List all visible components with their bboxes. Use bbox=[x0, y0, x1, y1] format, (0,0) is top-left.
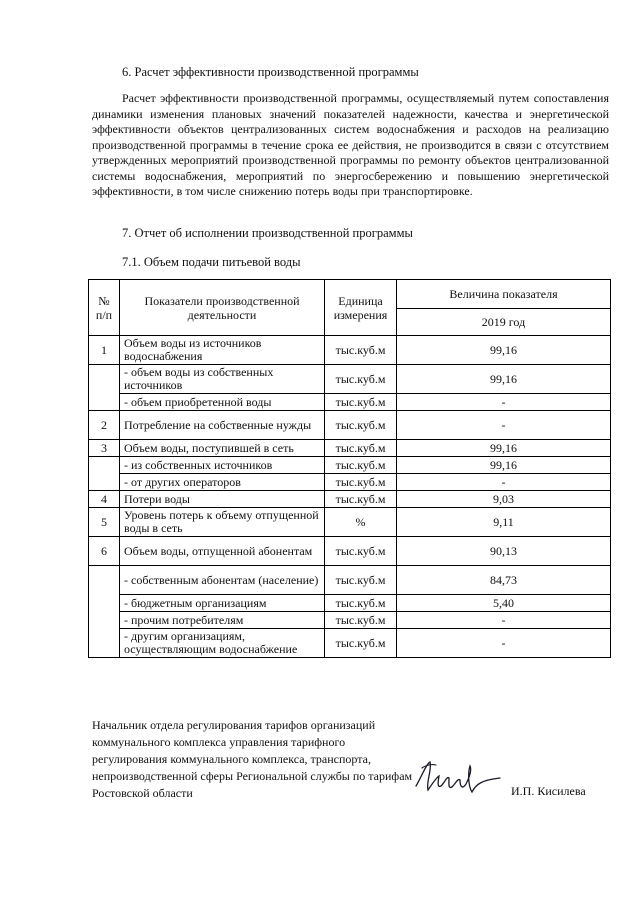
row-unit: тыс.куб.м bbox=[325, 612, 397, 629]
signatory-name: И.П. Кисилева bbox=[511, 784, 586, 798]
table-body bbox=[89, 280, 611, 658]
row-num bbox=[89, 566, 120, 658]
row-unit: % bbox=[325, 508, 397, 537]
row-indicator: - другим организациям, осуществляющим водоснабжение bbox=[120, 629, 325, 658]
row-indicator: - собственным абонентам (население) bbox=[120, 566, 325, 595]
row-unit: тыс.куб.м bbox=[325, 595, 397, 612]
row-unit: тыс.куб.м bbox=[325, 629, 397, 658]
row-unit: тыс.куб.м bbox=[325, 336, 397, 365]
row-indicator: Потребление на собственные нужды bbox=[120, 411, 325, 440]
row-indicator: - прочим потребителям bbox=[120, 612, 325, 629]
table-row bbox=[89, 629, 611, 658]
row-indicator: - объем приобретенной воды bbox=[120, 394, 325, 411]
row-num: 3 bbox=[89, 440, 120, 457]
header-value: Величина показателя bbox=[397, 280, 611, 309]
section-7-1-subtitle: 7.1. Объем подачи питьевой воды bbox=[122, 255, 301, 269]
header-year: 2019 год bbox=[397, 309, 611, 336]
row-unit: тыс.куб.м bbox=[325, 394, 397, 411]
table-row bbox=[89, 612, 611, 629]
row-unit: тыс.куб.м bbox=[325, 491, 397, 508]
row-indicator: Потери воды bbox=[120, 491, 325, 508]
row-indicator: - бюджетным организациям bbox=[120, 595, 325, 612]
row-unit: тыс.куб.м bbox=[325, 411, 397, 440]
row-value: - bbox=[397, 629, 611, 658]
header-indicator: Показатели производственной деятельности bbox=[120, 280, 325, 336]
row-indicator: - из собственных источников bbox=[120, 457, 325, 474]
signatory-position: Начальник отдела регулирования тарифов организаций коммунального комплекса управления тарифного регулирования коммунального комплекса, транспорта, непроизводственной сферы Региональной службы по тарифам Ростовской области bbox=[92, 718, 413, 800]
row-value: 99,16 bbox=[397, 457, 611, 474]
row-value: - bbox=[397, 394, 611, 411]
table-row bbox=[89, 595, 611, 612]
table-row bbox=[89, 491, 611, 508]
table-row bbox=[89, 457, 611, 474]
row-unit: тыс.куб.м bbox=[325, 537, 397, 566]
row-value: 99,16 bbox=[397, 336, 611, 365]
row-value: 99,16 bbox=[397, 365, 611, 394]
row-value: 5,40 bbox=[397, 595, 611, 612]
row-num: 5 bbox=[89, 508, 120, 537]
row-value: - bbox=[397, 411, 611, 440]
row-num: 1 bbox=[89, 336, 120, 365]
row-indicator: Уровень потерь к объему отпущенной воды в сеть bbox=[120, 508, 325, 537]
table-row bbox=[89, 440, 611, 457]
section-6-paragraph: Расчет эффективности производственной программы, осуществляемый путем сопоставления динамики изменения плановых значений показателей надежности, качества и энергетической эффективности объектов централизованных систем водоснабжения и расходов на реализацию производственной программы в течение срока ее действия, не производится в связи с отсутствием утвержденных мероприятий производственной программы по ремонту объектов централизованной системы водоснабжения, мероприятий по энергосбережению и повышению энергетической эффективности, в том числе снижению потерь воды при транспортировке. bbox=[92, 91, 609, 198]
handwritten-signature bbox=[412, 756, 504, 798]
row-num: 6 bbox=[89, 537, 120, 566]
header-row bbox=[89, 280, 611, 309]
row-value: - bbox=[397, 612, 611, 629]
row-value: 9,03 bbox=[397, 491, 611, 508]
row-indicator: - объем воды из собственных источников bbox=[120, 365, 325, 394]
row-unit: тыс.куб.м bbox=[325, 440, 397, 457]
row-num: 2 bbox=[89, 411, 120, 440]
row-num bbox=[89, 365, 120, 411]
table-row bbox=[89, 365, 611, 394]
row-unit: тыс.куб.м bbox=[325, 474, 397, 491]
row-value: 84,73 bbox=[397, 566, 611, 595]
row-indicator: Объем воды, поступившей в сеть bbox=[120, 440, 325, 457]
table-row bbox=[89, 394, 611, 411]
water-supply-table bbox=[88, 279, 611, 658]
table-row bbox=[89, 474, 611, 491]
section-6-title: 6. Расчет эффективности производственной программы bbox=[122, 65, 419, 79]
row-unit: тыс.куб.м bbox=[325, 457, 397, 474]
row-indicator: Объем воды, отпущенной абонентам bbox=[120, 537, 325, 566]
row-indicator: - от других операторов bbox=[120, 474, 325, 491]
row-num: 4 bbox=[89, 491, 120, 508]
row-indicator: Объем воды из источников водоснабжения bbox=[120, 336, 325, 365]
header-unit: Единица измерения bbox=[325, 280, 397, 336]
table-row bbox=[89, 566, 611, 595]
table-row bbox=[89, 508, 611, 537]
table-row bbox=[89, 537, 611, 566]
section-7-title: 7. Отчет об исполнении производственной программы bbox=[122, 226, 413, 240]
table-row bbox=[89, 336, 611, 365]
row-num bbox=[89, 457, 120, 491]
row-unit: тыс.куб.м bbox=[325, 566, 397, 595]
row-value: 99,16 bbox=[397, 440, 611, 457]
row-unit: тыс.куб.м bbox=[325, 365, 397, 394]
table-row bbox=[89, 411, 611, 440]
row-value: 9,11 bbox=[397, 508, 611, 537]
row-value: - bbox=[397, 474, 611, 491]
header-num: № п/п bbox=[89, 280, 120, 336]
row-value: 90,13 bbox=[397, 537, 611, 566]
